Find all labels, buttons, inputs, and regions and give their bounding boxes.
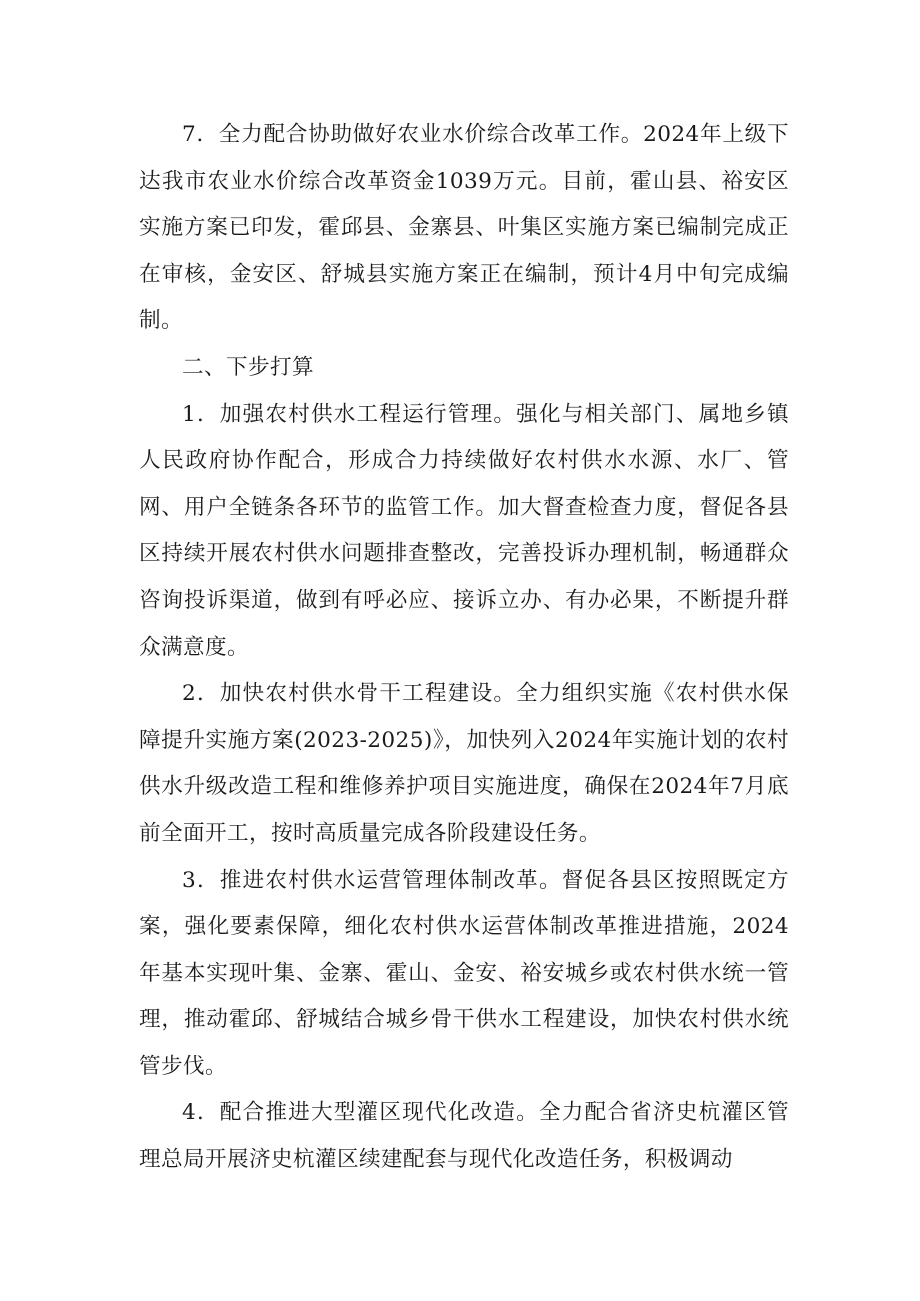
paragraph-rural-water-operation-management: 1．加强农村供水工程运行管理。强化与相关部门、属地乡镇人民政府协作配合，形成合力持续做好农村供水水源、水厂、管网、用户全链条各环节的监管工作。加大督查检查力度，督促各县区持续开展农村供水问题排查整改，完善投诉办理机制，畅通群众咨询投诉渠道，做到有呼必应、接诉立办、有办必果，不断提升群众满意度。	[139, 401, 789, 660]
document-body	[139, 112, 789, 1184]
paragraph-irrigation-district-modernization: 4．配合推进大型灌区现代化改造。全力配合省济史杭灌区管理总局开展济史杭灌区续建配套与现代化改造任务，积极调动	[139, 1100, 789, 1173]
section-heading-next-steps: 二、下步打算	[182, 354, 314, 380]
paragraph-rural-water-system-reform: 3．推进农村供水运营管理体制改革。督促各县区按照既定方案，强化要素保障，细化农村供水运营体制改革推进措施，2024年基本实现叶集、金寨、霍山、金安、裕安城乡或农村供水统一管理，推动霍邱、舒城结合城乡骨干供水工程建设，加快农村供水统管步伐。	[139, 867, 789, 1079]
paragraph-agricultural-water-price-reform: 7．全力配合协助做好农业水价综合改革工作。2024年上级下达我市农业水价综合改革资金1039万元。目前，霍山县、裕安区实施方案已印发，霍邱县、金寨县、叶集区实施方案已编制完成正在审核，金安区、舒城县实施方案正在编制，预计4月中旬完成编制。	[139, 122, 789, 334]
paragraph-rural-water-backbone-projects: 2．加快农村供水骨干工程建设。全力组织实施《农村供水保障提升实施方案(2023-2025)》，加快列入2024年实施计划的农村供水升级改造工程和维修养护项目实施进度，确保在2024年7月底前全面开工，按时高质量完成各阶段建设任务。	[139, 681, 789, 846]
